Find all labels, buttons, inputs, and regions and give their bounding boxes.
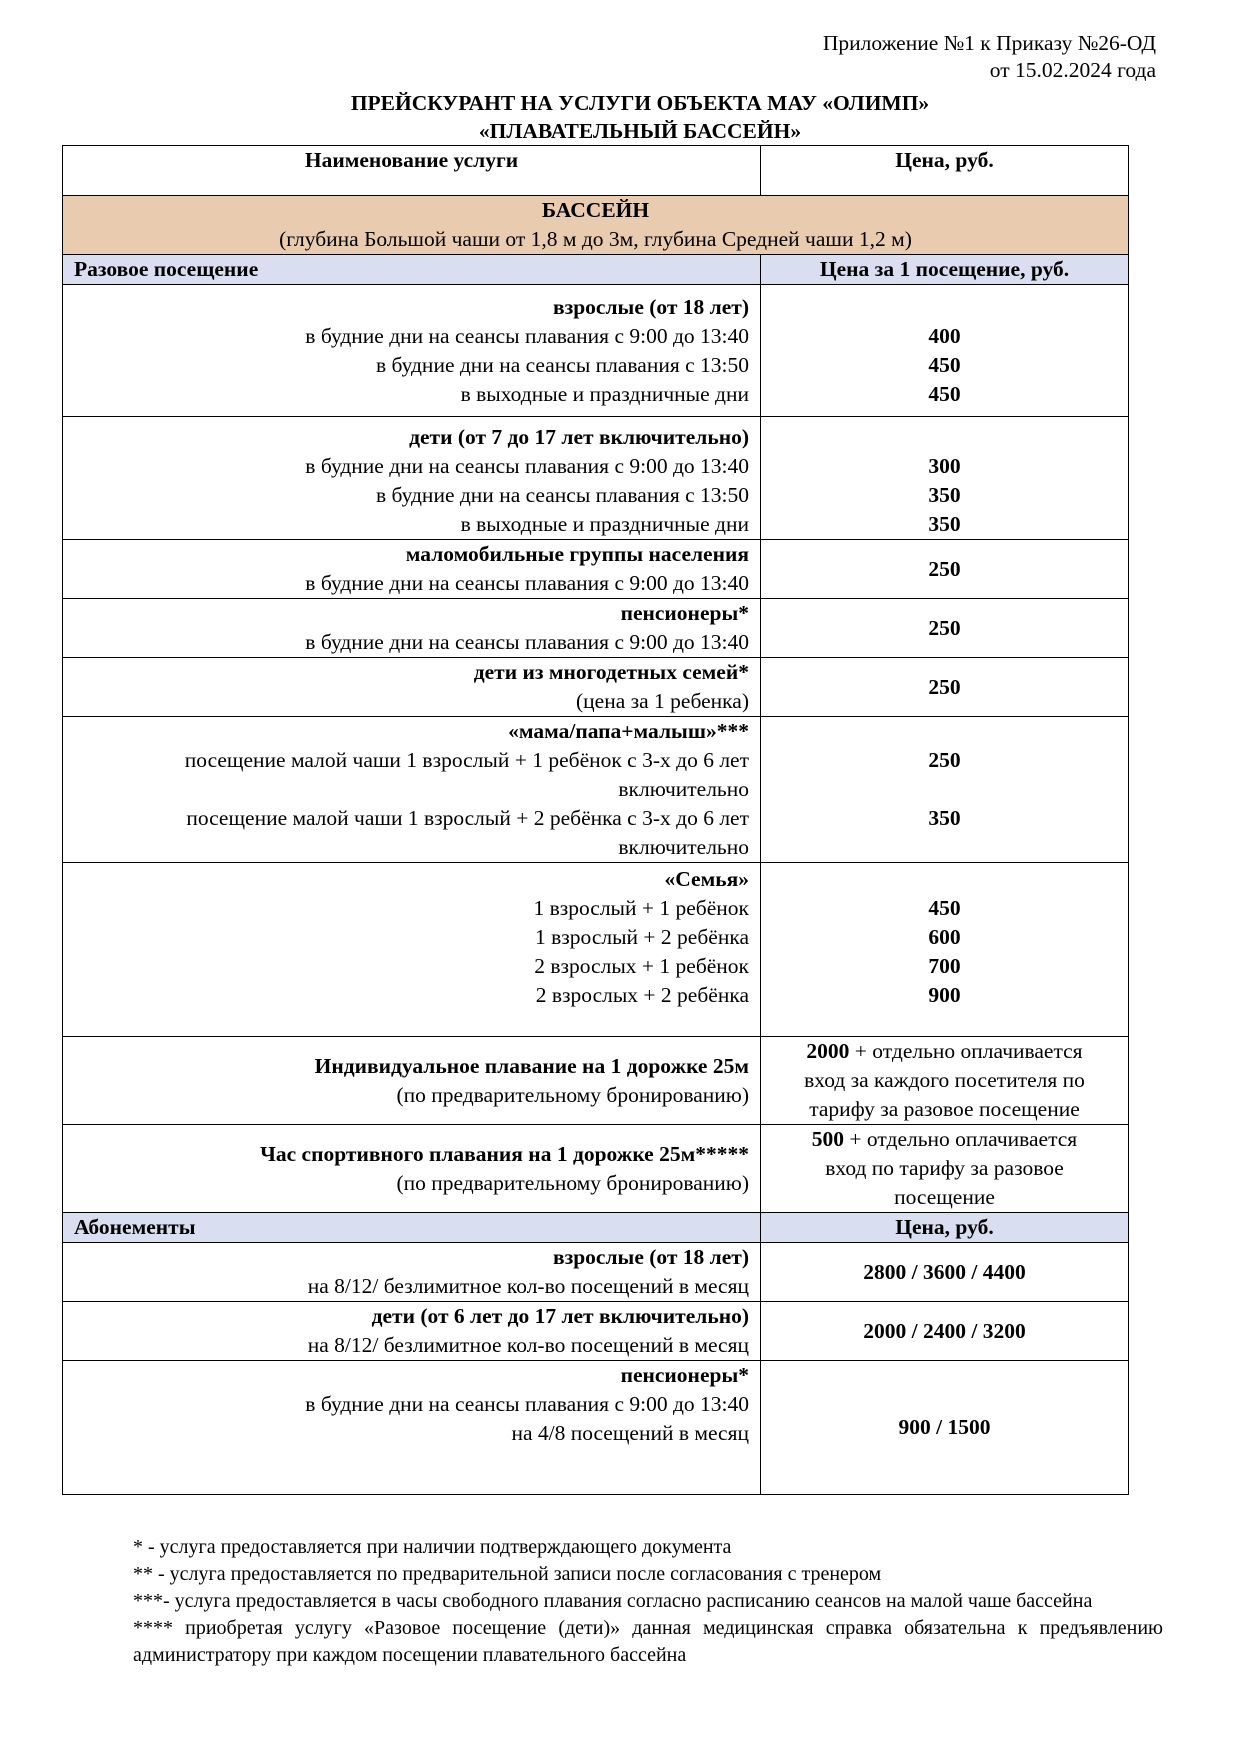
price-value: 600 xyxy=(928,925,961,949)
service-line: в будние дни на сеансы плавания с 9:00 до 13:40 xyxy=(305,454,749,478)
service-title: дети из многодетных семей* xyxy=(473,660,749,684)
service-cell xyxy=(63,540,761,599)
section-row-subscriptions xyxy=(63,1213,1129,1243)
pool-depth-note: (глубина Большой чаши от 1,8 м до 3м, глубина Средней чаши 1,2 м) xyxy=(279,227,912,251)
price-value: 350 xyxy=(928,512,961,536)
service-cell xyxy=(63,1037,761,1125)
title-line: ПРЕЙСКУРАНТ НА УСЛУГИ ОБЪЕКТА МАУ «ОЛИМП» xyxy=(350,91,930,115)
service-line: 2 взрослых + 2 ребёнка xyxy=(535,983,749,1007)
table-row-parent-baby xyxy=(63,717,1129,863)
price-cell xyxy=(761,1243,1129,1302)
service-line: в будние дни на сеансы плавания с 9:00 до 13:40 xyxy=(305,571,749,595)
service-title: Индивидуальное плавание на 1 дорожке 25м xyxy=(314,1053,749,1078)
table-row-sub-children xyxy=(63,1302,1129,1361)
service-title: Час спортивного плавания на 1 дорожке 25м***** xyxy=(260,1141,749,1166)
price-value: 350 xyxy=(928,806,961,830)
price-table xyxy=(62,145,1129,1495)
service-line: 2 взрослых + 1 ребёнок xyxy=(534,954,749,978)
footnote: **** приобретая услугу «Разовое посещение (дети)» данная медицинская справка обязательна к предъявлению администратору при каждом посещении плавательного бассейна xyxy=(133,1617,1163,1666)
appendix-date: от 15.02.2024 года xyxy=(989,58,1156,82)
service-line: включительно xyxy=(618,777,749,801)
table-row-sub-pensioners xyxy=(63,1361,1129,1495)
table-row-low-mobility xyxy=(63,540,1129,599)
price-cell xyxy=(761,1302,1129,1361)
footnotes xyxy=(133,1534,1163,1669)
section-price-label: Цена, руб. xyxy=(761,1213,1129,1243)
service-cell xyxy=(63,1125,761,1213)
service-line: (цена за 1 ребенка) xyxy=(576,689,749,713)
service-line: в выходные и праздничные дни xyxy=(460,382,749,406)
price-value: 250 xyxy=(928,615,961,640)
footnote: ** - услуга предоставляется по предварительной записи после согласования с тренером xyxy=(133,1563,882,1585)
price-cell xyxy=(761,417,1129,540)
price-note xyxy=(772,1125,1117,1154)
service-cell xyxy=(63,863,761,1037)
price-note xyxy=(772,1037,1117,1066)
price-cell xyxy=(761,717,1129,863)
price-value: 300 xyxy=(928,454,961,478)
price-note-text: посещение xyxy=(894,1185,995,1209)
section-price-label: Цена за 1 посещение, руб. xyxy=(761,255,1129,285)
service-line: на 8/12/ безлимитное кол-во посещений в месяц xyxy=(307,1333,749,1357)
service-line: посещение малой чаши 1 взрослый + 1 ребёнок с 3-х до 6 лет xyxy=(184,748,749,772)
price-note-text: + отдельно оплачивается xyxy=(844,1127,1078,1151)
footnote: ***- услуга предоставляется в часы свободного плавания согласно расписанию сеансов на малой чаше бассейна xyxy=(133,1590,1093,1612)
service-line: в выходные и праздничные дни xyxy=(460,512,749,536)
service-title: маломобильные группы населения xyxy=(405,542,749,566)
price-value: 700 xyxy=(928,954,961,978)
service-line: на 8/12/ безлимитное кол-во посещений в месяц xyxy=(307,1274,749,1298)
service-cell xyxy=(63,1302,761,1361)
table-header-row xyxy=(63,146,1129,196)
appendix-reference xyxy=(823,30,1156,84)
price-cell xyxy=(761,285,1129,417)
service-title: «мама/папа+малыш»*** xyxy=(508,719,749,743)
appendix-line: Приложение №1 к Приказу №26-ОД xyxy=(822,31,1156,55)
price-note-text: тарифу за разовое посещение xyxy=(809,1097,1080,1121)
table-row-sport-hour xyxy=(63,1125,1129,1213)
table-row-individual-lane xyxy=(63,1037,1129,1125)
service-line: 1 взрослый + 2 ребёнка xyxy=(535,925,749,949)
table-row-sub-adults xyxy=(63,1243,1129,1302)
document-title xyxy=(0,89,1240,145)
price-note-text: вход по тарифу за разовое xyxy=(825,1156,1064,1180)
table-row-children xyxy=(63,417,1129,540)
price-value: 250 xyxy=(928,556,961,581)
price-note-text: + отдельно оплачивается xyxy=(849,1039,1083,1063)
table-row-family xyxy=(63,863,1129,1037)
section-label: Абонементы xyxy=(63,1213,761,1243)
table-row-pensioners xyxy=(63,599,1129,658)
price-value: 250 xyxy=(928,748,961,772)
price-value: 350 xyxy=(928,483,961,507)
service-line: (по предварительному бронированию) xyxy=(396,1082,749,1107)
price-value: 450 xyxy=(928,353,961,377)
service-title: пенсионеры* xyxy=(620,1363,749,1387)
price-note-text: вход за каждого посетителя по xyxy=(804,1068,1085,1092)
service-cell xyxy=(63,717,761,863)
column-header-service: Наименование услуги xyxy=(63,146,761,196)
price-cell xyxy=(761,658,1129,717)
table-row-large-families xyxy=(63,658,1129,717)
service-title: «Семья» xyxy=(664,867,749,891)
price-value: 2000 xyxy=(806,1039,850,1063)
service-cell xyxy=(63,1361,761,1495)
service-cell xyxy=(63,658,761,717)
service-line: включительно xyxy=(618,835,749,859)
price-value: 450 xyxy=(928,382,961,406)
service-cell xyxy=(63,599,761,658)
price-cell xyxy=(761,1125,1129,1213)
service-title: дети (от 7 до 17 лет включительно) xyxy=(409,425,749,449)
price-value: 500 xyxy=(811,1127,845,1151)
service-cell xyxy=(63,285,761,417)
price-value: 900 xyxy=(928,983,961,1007)
price-value: 2000 / 2400 / 3200 xyxy=(863,1318,1026,1343)
section-row-single-visit xyxy=(63,255,1129,285)
title-line: «ПЛАВАТЕЛЬНЫЙ БАССЕЙН» xyxy=(478,119,802,143)
price-value: 250 xyxy=(928,674,961,699)
table-row-adults xyxy=(63,285,1129,417)
footnote: * - услуга предоставляется при наличии подтверждающего документа xyxy=(133,1536,732,1558)
service-title: дети (от 6 лет до 17 лет включительно) xyxy=(371,1304,749,1328)
service-title: взрослые (от 18 лет) xyxy=(552,295,749,319)
price-value: 900 / 1500 xyxy=(898,1415,991,1439)
service-line: в будние дни на сеансы плавания с 9:00 до 13:40 xyxy=(305,1392,749,1416)
service-line: в будние дни на сеансы плавания с 9:00 до 13:40 xyxy=(305,324,749,348)
pool-title: БАССЕЙН xyxy=(541,198,650,222)
price-cell xyxy=(761,599,1129,658)
service-title: взрослые (от 18 лет) xyxy=(552,1245,749,1269)
service-cell xyxy=(63,417,761,540)
service-line: 1 взрослый + 1 ребёнок xyxy=(533,896,749,920)
service-cell xyxy=(63,1243,761,1302)
price-cell xyxy=(761,540,1129,599)
service-line: в будние дни на сеансы плавания с 13:50 xyxy=(375,353,749,377)
column-header-price: Цена, руб. xyxy=(761,146,1129,196)
pool-section-cell xyxy=(63,196,1129,255)
pool-section-row xyxy=(63,196,1129,255)
price-value: 450 xyxy=(928,896,961,920)
section-label: Разовое посещение xyxy=(63,255,761,285)
service-line: (по предварительному бронированию) xyxy=(396,1170,749,1195)
service-title: пенсионеры* xyxy=(620,601,749,625)
service-line: в будние дни на сеансы плавания с 13:50 xyxy=(375,483,749,507)
price-cell xyxy=(761,1037,1129,1125)
service-line: на 4/8 посещений в месяц xyxy=(511,1421,749,1445)
price-cell xyxy=(761,863,1129,1037)
service-line: в будние дни на сеансы плавания с 9:00 до 13:40 xyxy=(305,630,749,654)
price-value: 400 xyxy=(928,324,961,348)
price-cell xyxy=(761,1361,1129,1495)
price-value: 2800 / 3600 / 4400 xyxy=(863,1259,1026,1284)
service-line: посещение малой чаши 1 взрослый + 2 ребёнка с 3-х до 6 лет xyxy=(186,806,749,830)
